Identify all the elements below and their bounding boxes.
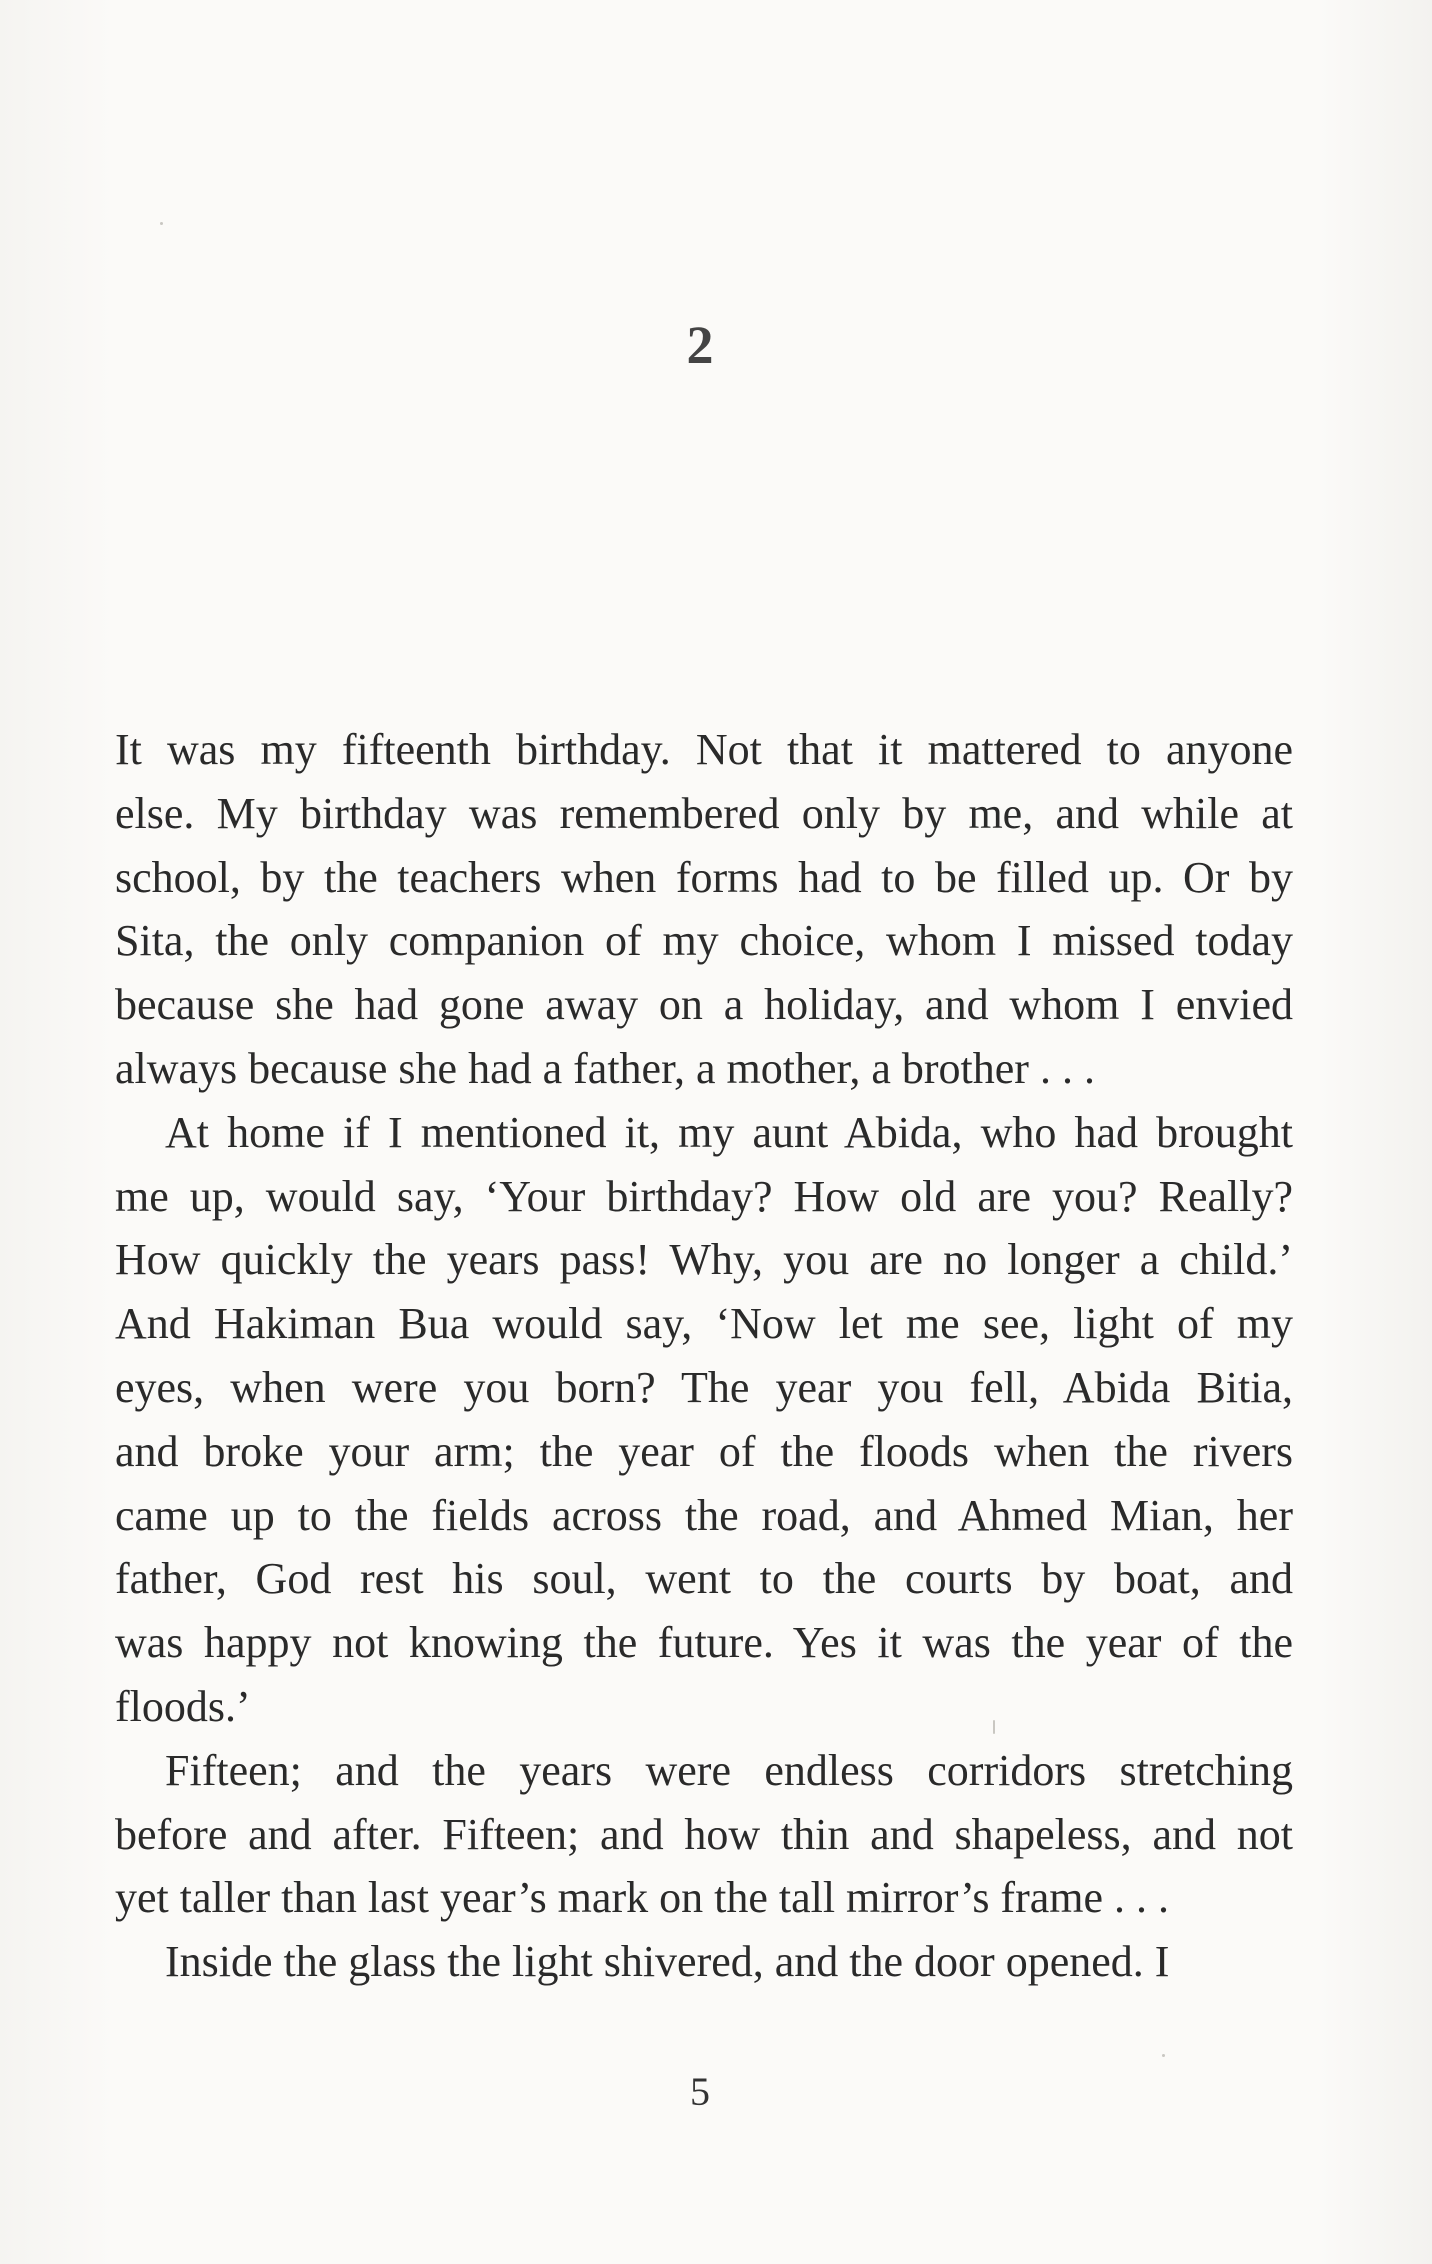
paragraph: [115, 1930, 1293, 1994]
text-line: always because she had a father, a mother, a brother . . .: [115, 1043, 1095, 1093]
text-line: Sita, the only companion of my choice, whom I missed today: [115, 916, 1293, 966]
text-line: And Hakiman Bua would say, ‘Now let me see, light of my: [115, 1299, 1293, 1349]
text-line: me up, would say, ‘Your birthday? How old are you? Really?: [115, 1171, 1293, 1221]
text-line: floods.’: [115, 1681, 251, 1731]
text-line: It was my fifteenth birthday. Not that it mattered to anyone: [115, 725, 1293, 774]
text-line: else. My birthday was remembered only by me, and while at: [115, 788, 1293, 838]
text-line: Fifteen; and the years were endless corridors stretching: [165, 1745, 1293, 1795]
text-line: was happy not knowing the future. Yes it was the year of the: [115, 1618, 1293, 1668]
page-number: 5: [690, 2069, 710, 2114]
chapter-number: 2: [686, 315, 714, 375]
paragraph: [115, 718, 1293, 1101]
chapter-body-text: [115, 718, 1293, 1994]
text-line: yet taller than last year’s mark on the tall mirror’s frame . . .: [115, 1873, 1170, 1923]
text-line: because she had gone away on a holiday, and whom I envied: [115, 980, 1293, 1030]
text-line: school, by the teachers when forms had to be filled up. Or by: [115, 852, 1293, 902]
text-line: Inside the glass the light shivered, and the door opened. I: [165, 1937, 1170, 1987]
text-line: eyes, when were you born? The year you fell, Abida Bitia,: [115, 1362, 1293, 1412]
text-line: At home if I mentioned it, my aunt Abida, who had brought: [165, 1107, 1293, 1157]
text-line: came up to the fields across the road, and Ahmed Mian, her: [115, 1490, 1293, 1540]
text-line: father, God rest his soul, went to the courts by boat, and: [115, 1554, 1293, 1604]
paragraph: [115, 1101, 1293, 1739]
paper-speck: [160, 222, 163, 225]
paragraph: [115, 1739, 1293, 1930]
text-line: and broke your arm; the year of the floods when the rivers: [115, 1426, 1293, 1476]
paper-speck: [1162, 2054, 1165, 2057]
text-line: before and after. Fifteen; and how thin and shapeless, and not: [115, 1809, 1293, 1859]
text-line: How quickly the years pass! Why, you are no longer a child.’: [115, 1235, 1293, 1285]
